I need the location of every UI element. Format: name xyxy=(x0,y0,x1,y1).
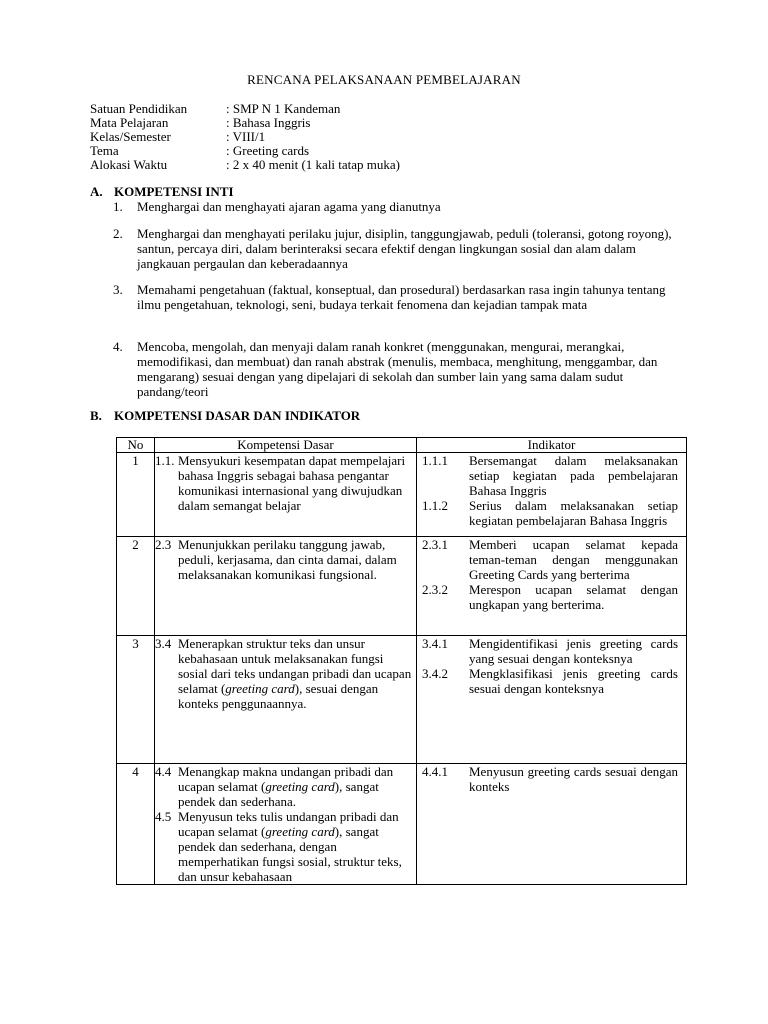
table-row xyxy=(117,537,687,636)
kd-item xyxy=(155,453,416,513)
indicator-item xyxy=(417,537,686,582)
indicator-item xyxy=(417,666,686,696)
identity-label: Kelas/Semester xyxy=(90,129,171,144)
indicator-item xyxy=(417,764,686,794)
table-row xyxy=(117,636,687,764)
row-number: 3 xyxy=(117,636,155,764)
indicator-number: 2.3.2 xyxy=(422,582,448,597)
kd-cell xyxy=(155,537,417,636)
kd-number: 4.5 xyxy=(155,809,172,824)
header-kd: Kompetensi Dasar xyxy=(155,438,417,453)
kd-text-after: ), sangat pendek dan sederhana. xyxy=(178,779,379,809)
identity-label: Mata Pelajaran xyxy=(90,115,169,130)
kd-text-after: ), sangat pendek dan sederhana, dengan memperhatikan fungsi sosial, struktur teks, dan unsur kebahasaan xyxy=(178,824,402,884)
identity-value: : 2 x 40 menit (1 kali tatap muka) xyxy=(226,157,401,172)
row-number: 4 xyxy=(117,764,155,885)
kd-text-italic: greeting card xyxy=(265,779,335,794)
section-title: KOMPETENSI INTI xyxy=(114,184,234,199)
indicator-number: 3.4.2 xyxy=(422,666,448,681)
indicator-item xyxy=(417,453,686,498)
kd-number: 2.3 xyxy=(155,537,172,552)
table-header-row xyxy=(117,438,687,453)
row-number: 1 xyxy=(117,453,155,537)
kd-cell xyxy=(155,636,417,764)
ki-number: 2. xyxy=(113,226,123,241)
indicator-text: Serius dalam melaksanakan setiap kegiatan pembelajaran Bahasa Inggris xyxy=(469,498,678,528)
indicator-cell xyxy=(417,537,687,636)
indicator-text: Merespon ucapan selamat dengan ungkapan yang berterima. xyxy=(469,582,678,612)
ki-text: Menghargai dan menghayati ajaran agama yang dianutnya xyxy=(137,199,441,214)
kd-text-before: Menyusun teks tulis undangan pribadi dan ucapan selamat ( xyxy=(178,809,399,839)
ki-text: Menghargai dan menghayati perilaku jujur, disiplin, tanggungjawab, peduli (toleransi, gotong royong), santun, percaya diri, dalam berinteraksi secara efektif dengan lingkungan sosial dan alam dalam jangkauan pergaulan dan keberadaannya xyxy=(137,226,672,271)
table-row xyxy=(117,764,687,885)
kd-text-after: ), sesuai dengan konteks penggunaannya. xyxy=(178,681,379,711)
indicator-number: 3.4.1 xyxy=(422,636,448,651)
indicator-number: 1.1.2 xyxy=(422,498,448,513)
kd-text: Menunjukkan perilaku tanggung jawab, peduli, kerjasama, dan cinta damai, dalam melaksanakan komunikasi fungsional. xyxy=(178,537,397,582)
kd-text: Mensyukuri kesempatan dapat mempelajari bahasa Inggris sebagai bahasa pengantar komunikasi internasional yang diwujudkan dalam semangat belajar xyxy=(178,453,406,513)
identity-label: Tema xyxy=(90,143,119,158)
identity-value: : SMP N 1 Kandeman xyxy=(226,101,341,116)
indicator-number: 1.1.1 xyxy=(422,453,448,468)
kd-number: 1.1. xyxy=(155,453,175,468)
ki-text: Memahami pengetahuan (faktual, konseptual, dan prosedural) berdasarkan rasa ingin tahunya tentang ilmu pengetahuan, teknologi, seni, budaya terkait fenomena dan kejadian tampak mata xyxy=(137,282,666,312)
header-indicator: Indikator xyxy=(417,438,687,453)
indicator-text: Mengidentifikasi jenis greeting cards yang sesuai dengan konteksnya xyxy=(469,636,678,666)
indicator-cell xyxy=(417,453,687,537)
kd-text-before: Menerapkan struktur teks dan unsur kebahasaan untuk melaksanakan fungsi sosial dari teks undangan pribadi dan ucapan selamat ( xyxy=(178,636,412,696)
kd-text-before: Menangkap makna undangan pribadi dan ucapan selamat ( xyxy=(178,764,394,794)
indicator-text: Bersemangat dalam melaksanakan setiap kegiatan pada pembelajaran Bahasa Inggris xyxy=(469,453,678,498)
section-letter: B. xyxy=(90,408,102,423)
ki-text: Mencoba, mengolah, dan menyaji dalam ranah konkret (menggunakan, mengurai, merangkai, memodifikasi, dan membuat) dan ranah abstrak (menulis, membaca, menghitung, menggambar, dan mengarang) sesuai dengan yang dipelajari di sekolah dan sumber lain yang sama dalam sudut pandang/teori xyxy=(137,339,658,399)
indicator-cell xyxy=(417,764,687,885)
identity-value: : VIII/1 xyxy=(226,129,266,144)
kd-item xyxy=(155,636,416,711)
kd-cell xyxy=(155,764,417,885)
indicator-text: Memberi ucapan selamat kepada teman-teman dengan menggunakan Greeting Cards yang berterima xyxy=(469,537,678,582)
identity-label: Satuan Pendidikan xyxy=(90,101,188,116)
indicator-cell xyxy=(417,636,687,764)
kd-text-italic: greeting card xyxy=(225,681,295,696)
table-row xyxy=(117,453,687,537)
kd-item xyxy=(155,537,416,582)
identity-value: : Greeting cards xyxy=(226,143,310,158)
kd-number: 4.4 xyxy=(155,764,172,779)
section-letter: A. xyxy=(90,184,103,199)
indicator-item xyxy=(417,498,686,528)
kd-item xyxy=(155,764,416,809)
indicator-text: Mengklasifikasi jenis greeting cards sesuai dengan konteksnya xyxy=(469,666,678,696)
section-title: KOMPETENSI DASAR DAN INDIKATOR xyxy=(114,408,361,423)
indicator-number: 4.4.1 xyxy=(422,764,448,779)
indicator-text: Menyusun greeting cards sesuai dengan konteks xyxy=(469,764,678,794)
kd-text-italic: greeting card xyxy=(265,824,335,839)
indicator-item xyxy=(417,582,686,612)
ki-number: 4. xyxy=(113,339,123,354)
ki-number: 1. xyxy=(113,199,123,214)
ki-number: 3. xyxy=(113,282,123,297)
identity-label: Alokasi Waktu xyxy=(90,157,168,172)
header-no: No xyxy=(117,438,155,453)
indicator-item xyxy=(417,636,686,666)
document-title: RENCANA PELAKSANAAN PEMBELAJARAN xyxy=(247,72,521,87)
kd-item xyxy=(155,809,416,884)
indicator-number: 2.3.1 xyxy=(422,537,448,552)
kd-cell xyxy=(155,453,417,537)
kd-number: 3.4 xyxy=(155,636,172,651)
identity-value: : Bahasa Inggris xyxy=(226,115,311,130)
row-number: 2 xyxy=(117,537,155,636)
kd-indicator-table xyxy=(116,437,687,885)
